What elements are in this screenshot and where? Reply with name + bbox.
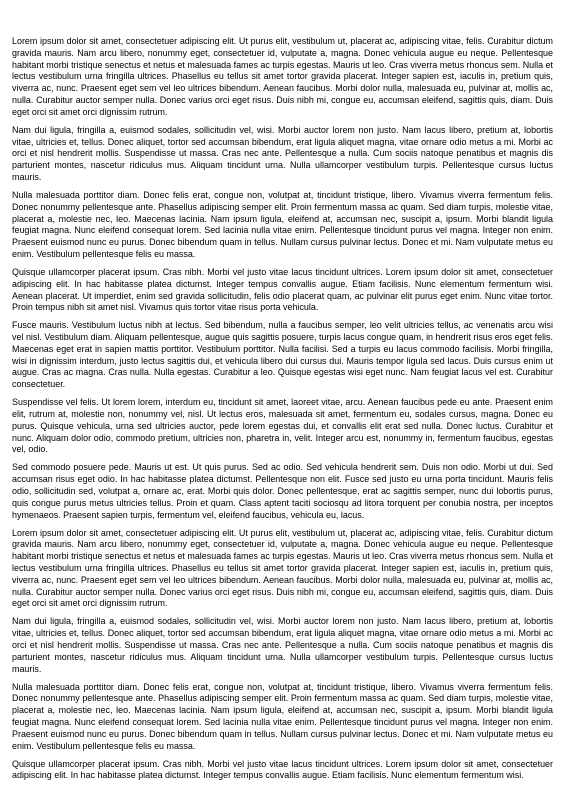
paragraph-2: Nam dui ligula, fringilla a, euismod sodales, sollicitudin vel, wisi. Morbi auctor lorem non justo. Nam lacus libero, pretium at, lobortis vitae, ultricies et, tellus. Donec aliquet, tortor sed accumsan bibendum, erat ligula aliquet magna, vitae ornare odio metus a mi. Morbi ac orci et nisl hendrerit mollis. Suspendisse ut massa. Cras nec ante. Pellentesque a nulla. Cum sociis natoque penatibus et magnis dis parturient montes, nascetur ridiculus mus. Aliquam tincidunt urna. Nulla ullamcorper vestibulum turpis. Pellentesque cursus luctus mauris. [12, 124, 553, 182]
document-page [12, 36, 553, 788]
paragraph-3: Nulla malesuada porttitor diam. Donec felis erat, congue non, volutpat at, tincidunt tristique, libero. Vivamus viverra fermentum felis. Donec nonummy pellentesque ante. Phasellus adipiscing semper elit. Proin fermentum massa ac quam. Sed diam turpis, molestie vitae, placerat a, molestie nec, leo. Maecenas lacinia. Nam ipsum ligula, eleifend at, accumsan nec, suscipit a, ipsum. Morbi blandit ligula feugiat magna. Nunc eleifend consequat lorem. Sed lacinia nulla vitae enim. Pellentesque tincidunt purus vel magna. Integer non enim. Praesent euismod nunc eu purus. Donec bibendum quam in tellus. Nullam cursus pulvinar lectus. Donec et mi. Nam vulputate metus eu enim. Vestibulum pellentesque felis eu massa. [12, 189, 553, 259]
paragraph-9: Nam dui ligula, fringilla a, euismod sodales, sollicitudin vel, wisi. Morbi auctor lorem non justo. Nam lacus libero, pretium at, lobortis vitae, ultricies et, tellus. Donec aliquet, tortor sed accumsan bibendum, erat ligula aliquet magna, vitae ornare odio metus a mi. Morbi ac orci et nisl hendrerit mollis. Suspendisse ut massa. Cras nec ante. Pellentesque a nulla. Cum sociis natoque penatibus et magnis dis parturient montes, nascetur ridiculus mus. Aliquam tincidunt urna. Nulla ullamcorper vestibulum turpis. Pellentesque cursus luctus mauris. [12, 616, 553, 674]
paragraph-11: Quisque ullamcorper placerat ipsum. Cras nibh. Morbi vel justo vitae lacus tincidunt ultrices. Lorem ipsum dolor sit amet, consectetuer adipiscing elit. In hac habitasse platea dictumst. Integer tempus convallis augue. Etiam facilisis. Nunc elementum fermentum wisi. [12, 758, 553, 781]
paragraph-8: Lorem ipsum dolor sit amet, consectetuer adipiscing elit. Ut purus elit, vestibulum ut, placerat ac, adipiscing vitae, felis. Curabitur dictum gravida mauris. Nam arcu libero, nonummy eget, consectetuer id, vulputate a, magna. Donec vehicula augue eu neque. Pellentesque habitant morbi tristique senectus et netus et malesuada fames ac turpis egestas. Mauris ut leo. Cras viverra metus rhoncus sem. Nulla et lectus vestibulum urna fringilla ultrices. Phasellus eu tellus sit amet tortor gravida placerat. Integer sapien est, iaculis in, pretium quis, viverra ac, nunc. Praesent eget sem vel leo ultrices bibendum. Aenean faucibus. Morbi dolor nulla, malesuada eu, pulvinar at, mollis ac, nulla. Curabitur auctor semper nulla. Donec varius orci eget risus. Duis nibh mi, congue eu, accumsan eleifend, sagittis quis, diam. Duis eget orci sit amet orci dignissim rutrum. [12, 527, 553, 609]
paragraph-6: Suspendisse vel felis. Ut lorem lorem, interdum eu, tincidunt sit amet, laoreet vitae, arcu. Aenean faucibus pede eu ante. Praesent enim elit, rutrum at, molestie non, nonummy vel, nisl. Ut lectus eros, malesuada sit amet, fermentum eu, sodales cursus, magna. Donec eu purus. Quisque vehicula, urna sed ultricies auctor, pede lorem egestas dui, et convallis elit erat sed nulla. Donec luctus. Curabitur et nunc. Aliquam dolor odio, commodo pretium, ultricies non, pharetra in, velit. Integer arcu est, nonummy in, fermentum faucibus, egestas vel, odio. [12, 397, 553, 455]
paragraph-10: Nulla malesuada porttitor diam. Donec felis erat, congue non, volutpat at, tincidunt tristique, libero. Vivamus viverra fermentum felis. Donec nonummy pellentesque ante. Phasellus adipiscing semper elit. Proin fermentum massa ac quam. Sed diam turpis, molestie vitae, placerat a, molestie nec, leo. Maecenas lacinia. Nam ipsum ligula, eleifend at, accumsan nec, suscipit a, ipsum. Morbi blandit ligula feugiat magna. Nunc eleifend consequat lorem. Sed lacinia nulla vitae enim. Pellentesque tincidunt purus vel magna. Integer non enim. Praesent euismod nunc eu purus. Donec bibendum quam in tellus. Nullam cursus pulvinar lectus. Donec et mi. Nam vulputate metus eu enim. Vestibulum pellentesque felis eu massa. [12, 681, 553, 751]
paragraph-7: Sed commodo posuere pede. Mauris ut est. Ut quis purus. Sed ac odio. Sed vehicula hendrerit sem. Duis non odio. Morbi ut dui. Sed accumsan risus eget odio. In hac habitasse platea dictumst. Pellentesque non elit. Fusce sed justo eu urna porta tincidunt. Mauris felis odio, sollicitudin sed, volutpat a, ornare ac, erat. Morbi quis dolor. Donec pellentesque, erat ac sagittis semper, nunc dui lobortis purus, quis congue purus metus ultricies tellus. Proin et quam. Class aptent taciti sociosqu ad litora torquent per conubia nostra, per inceptos hymenaeos. Praesent sapien turpis, fermentum vel, eleifend faucibus, vehicula eu, lacus. [12, 462, 553, 520]
paragraph-4: Quisque ullamcorper placerat ipsum. Cras nibh. Morbi vel justo vitae lacus tincidunt ultrices. Lorem ipsum dolor sit amet, consectetuer adipiscing elit. In hac habitasse platea dictumst. Integer tempus convallis augue. Etiam facilisis. Nunc elementum fermentum wisi. Aenean placerat. Ut imperdiet, enim sed gravida sollicitudin, felis odio placerat quam, ac pulvinar elit purus eget enim. Nunc vitae tortor. Proin tempus nibh sit amet nisl. Vivamus quis tortor vitae risus porta vehicula. [12, 266, 553, 313]
paragraph-1: Lorem ipsum dolor sit amet, consectetuer adipiscing elit. Ut purus elit, vestibulum ut, placerat ac, adipiscing vitae, felis. Curabitur dictum gravida mauris. Nam arcu libero, nonummy eget, consectetuer id, vulputate a, magna. Donec vehicula augue eu neque. Pellentesque habitant morbi tristique senectus et netus et malesuada fames ac turpis egestas. Mauris ut leo. Cras viverra metus rhoncus sem. Nulla et lectus vestibulum urna fringilla ultrices. Phasellus eu tellus sit amet tortor gravida placerat. Integer sapien est, iaculis in, pretium quis, viverra ac, nunc. Praesent eget sem vel leo ultrices bibendum. Aenean faucibus. Morbi dolor nulla, malesuada eu, pulvinar at, mollis ac, nulla. Curabitur auctor semper nulla. Donec varius orci eget risus. Duis nibh mi, congue eu, accumsan eleifend, sagittis quis, diam. Duis eget orci sit amet orci dignissim rutrum. [12, 36, 553, 117]
paragraph-5: Fusce mauris. Vestibulum luctus nibh at lectus. Sed bibendum, nulla a faucibus semper, leo velit ultricies tellus, ac venenatis arcu wisi vel nisl. Vestibulum diam. Aliquam pellentesque, augue quis sagittis posuere, turpis lacus congue quam, in hendrerit risus eros eget felis. Maecenas eget erat in sapien mattis porttitor. Vestibulum porttitor. Nulla facilisi. Sed a turpis eu lacus commodo facilisis. Morbi fringilla, wisi in dignissim interdum, justo lectus sagittis dui, et vehicula libero dui cursus dui. Mauris tempor ligula sed lacus. Duis cursus enim ut augue. Cras ac magna. Cras nulla. Nulla egestas. Curabitur a leo. Quisque egestas wisi eget nunc. Nam feugiat lacus vel est. Curabitur consectetuer. [12, 320, 553, 390]
